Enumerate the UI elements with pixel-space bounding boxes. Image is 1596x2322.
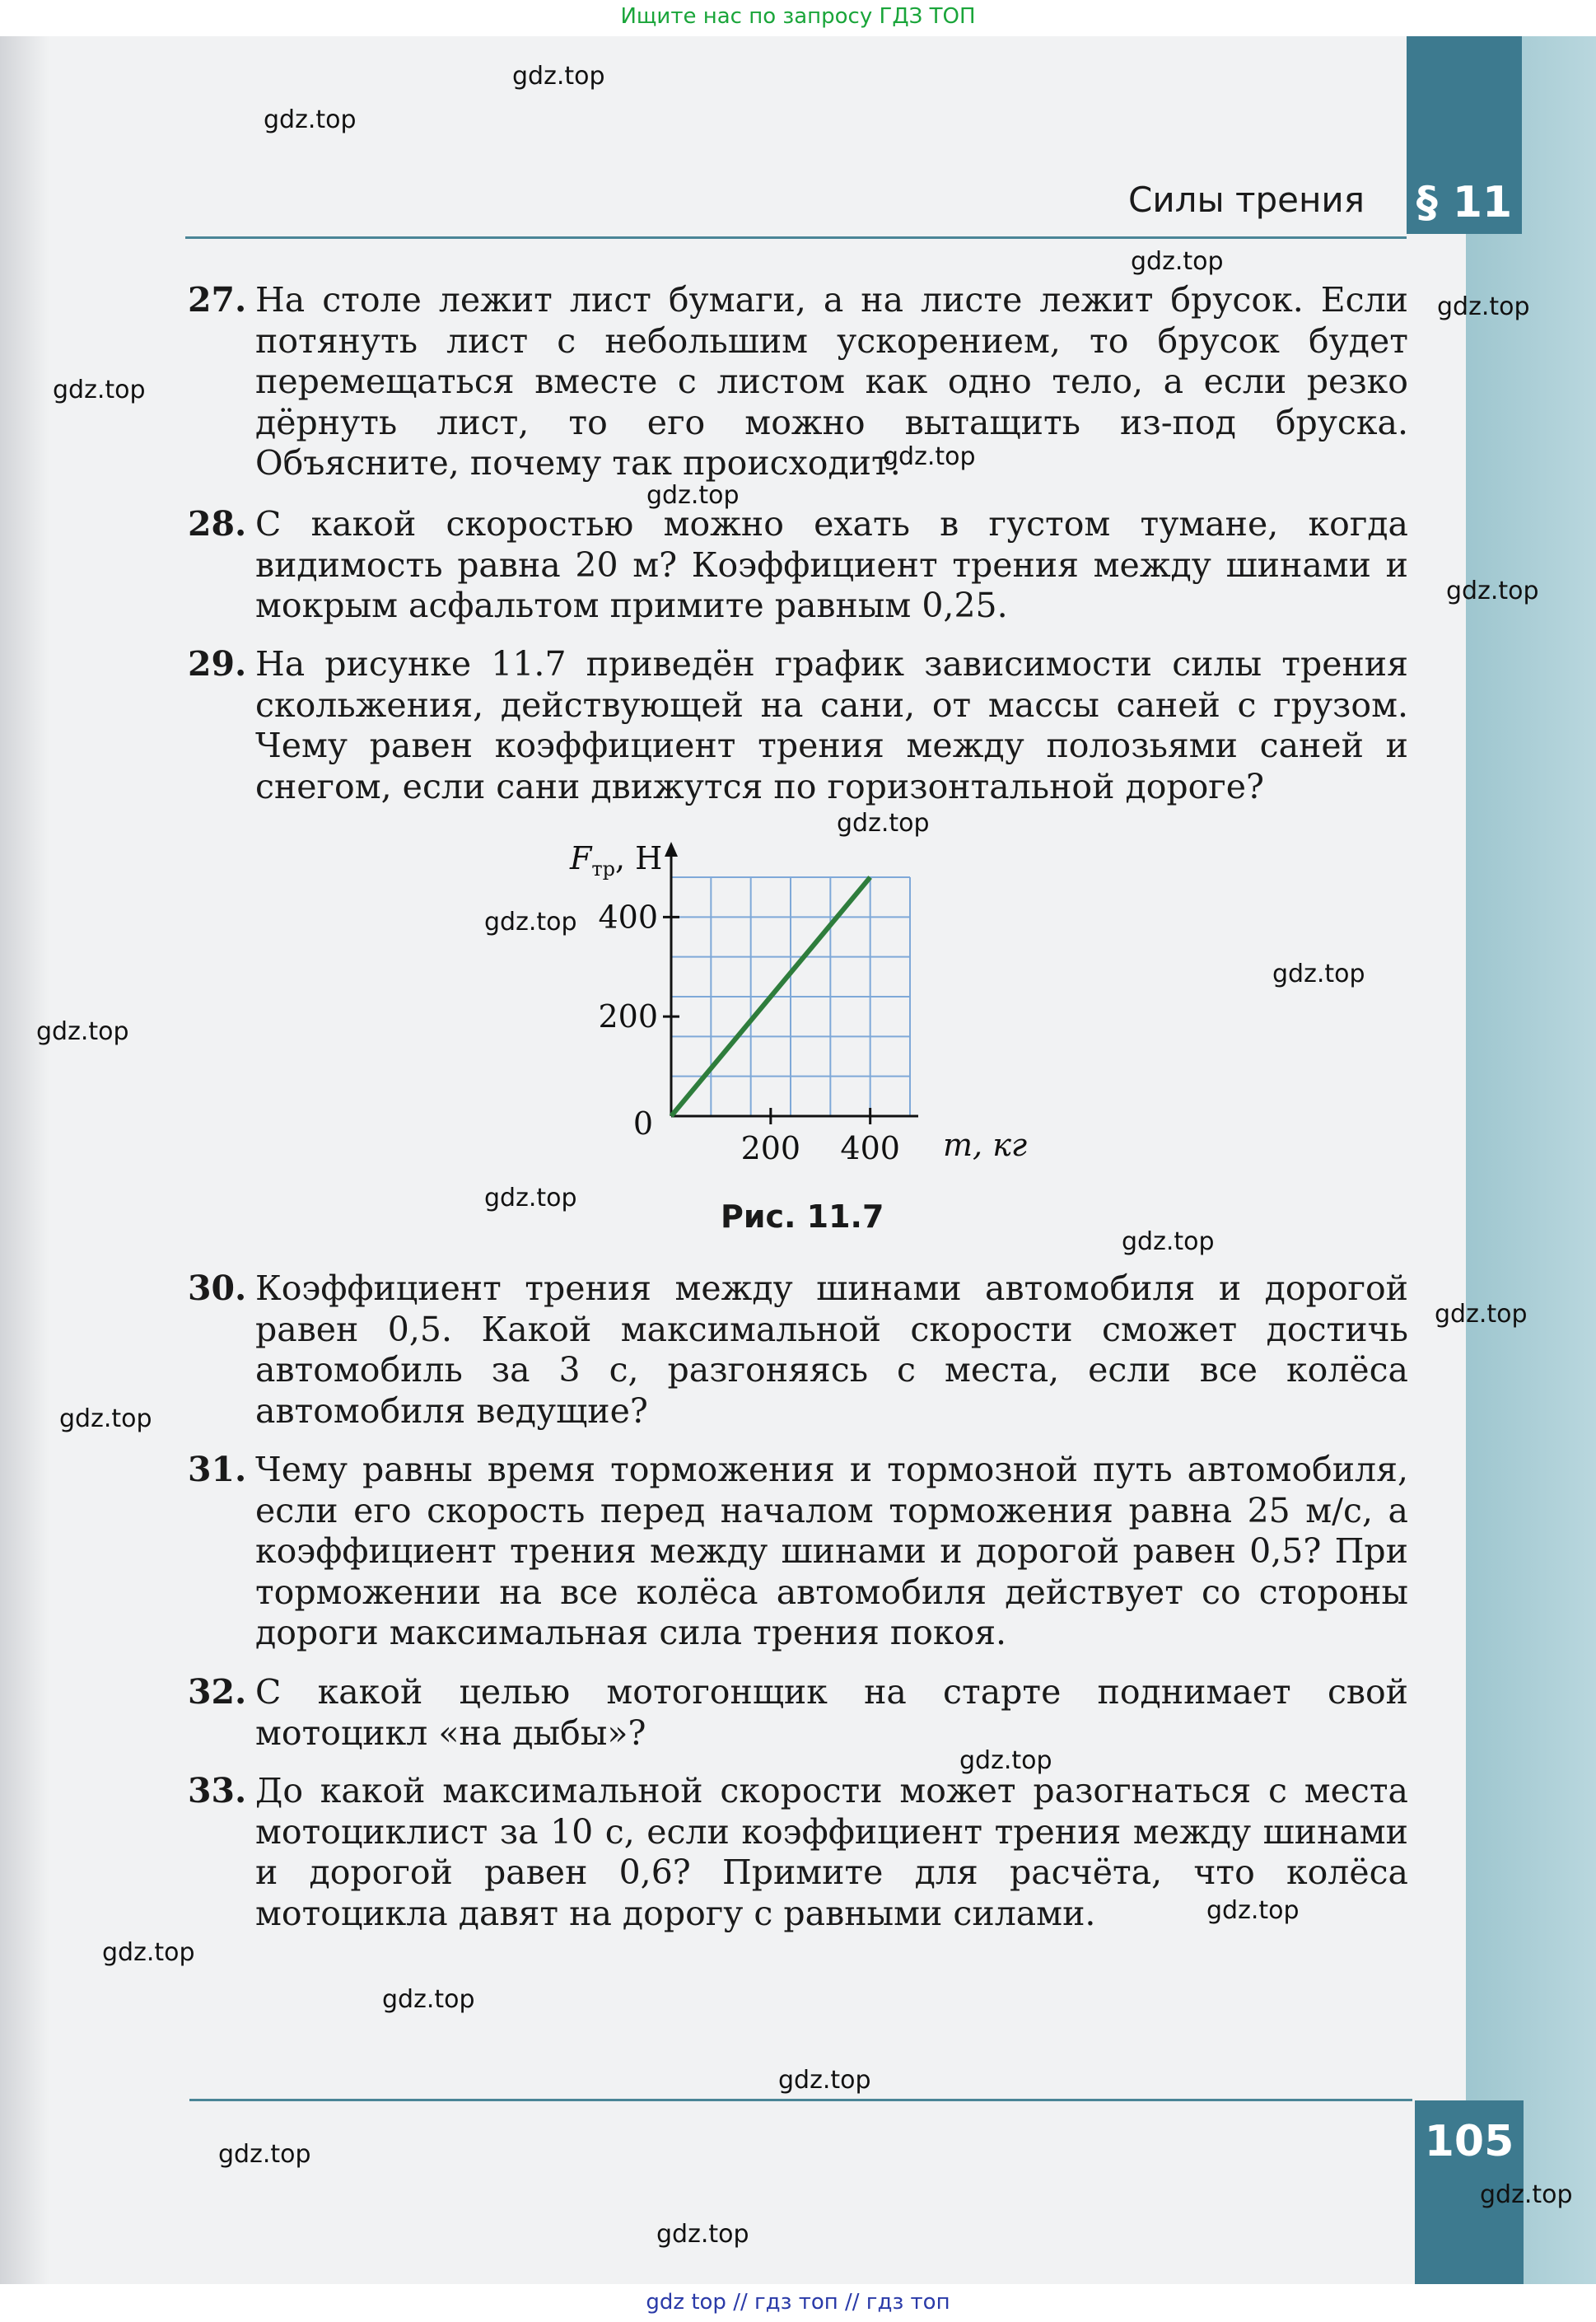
problem-text: Чему равны время торможения и тормозной путь автомобиля, если его скорость перед началом торможения равна 25 м/с, а коэффициент трения между шинами и дорогой равен 0,5? При торможении на все колёса автомобиля действует со стороны дороги максимальная сила трения покоя. — [255, 1450, 1408, 1652]
watermark: gdz.top — [656, 2220, 749, 2249]
problem-31 — [188, 1450, 1408, 1654]
problem-27 — [188, 280, 1408, 484]
page-number: 105 — [1415, 2100, 1524, 2285]
watermark: gdz.top — [53, 376, 146, 404]
watermark: gdz.top — [36, 1017, 129, 1046]
watermark: gdz.top — [512, 62, 605, 91]
section-tab — [1407, 36, 1522, 234]
section-number: § 11 — [1416, 178, 1513, 227]
origin-label: 0 — [632, 1105, 653, 1142]
problem-number: 32. — [188, 1672, 247, 1712]
x-tick-label: 400 — [840, 1130, 900, 1166]
bottom-banner[interactable]: gdz top // гдз топ // гдз топ — [0, 2284, 1596, 2322]
x-axis-label: m, кг — [943, 1127, 1028, 1163]
problem-number: 29. — [188, 644, 247, 684]
problem-text: На столе лежит лист бумаги, а на листе лежит брусок. Если потянуть лист с небольшим ускорением, то брусок будет перемещаться вместе с листом как одно тело, а если резко дёрнуть лист, то его можно вытащить из-под бруска. Объясните, почему так происходит. — [255, 280, 1408, 483]
problem-28 — [188, 504, 1408, 627]
watermark: gdz.top — [883, 442, 976, 471]
watermark: gdz.top — [1206, 1896, 1300, 1925]
problem-32 — [188, 1672, 1408, 1754]
watermark: gdz.top — [959, 1746, 1052, 1775]
watermark: gdz.top — [1272, 960, 1365, 988]
chart-axes — [569, 840, 1027, 1166]
page-header-title: Силы трения — [1128, 180, 1365, 220]
header-rule — [185, 236, 1407, 239]
watermark: gdz.top — [218, 2140, 311, 2169]
watermark: gdz.top — [484, 908, 577, 937]
problem-29 — [188, 644, 1408, 807]
watermark: gdz.top — [1122, 1227, 1215, 1256]
top-banner[interactable]: Ищите нас по запросу ГДЗ ТОП — [0, 0, 1596, 36]
chart-grid — [671, 877, 910, 1116]
watermark: gdz.top — [1480, 2180, 1573, 2209]
watermark: gdz.top — [1131, 247, 1224, 276]
y-axis-label: $F_{тр}$, Н — [570, 840, 663, 881]
problem-30 — [188, 1268, 1408, 1432]
watermark: gdz.top — [484, 1184, 577, 1212]
problem-number: 31. — [188, 1450, 247, 1489]
figure-11-7-chart — [527, 832, 1087, 1178]
watermark: gdz.top — [778, 2066, 871, 2095]
problem-number: 33. — [188, 1771, 247, 1810]
watermark: gdz.top — [646, 481, 740, 510]
page-gutter-shadow — [0, 36, 49, 2285]
footer-rule — [189, 2099, 1412, 2101]
page-edge-strip — [1466, 36, 1596, 2285]
problem-number: 30. — [188, 1268, 247, 1308]
problem-text: На рисунке 11.7 приведён график зависимости силы трения скольжения, действующей на сани, от массы саней с грузом. Чему равен коэффициент трения между полозьями саней и снегом, если сани движутся по горизонтальной дороге? — [255, 644, 1408, 806]
x-tick-label: 200 — [740, 1130, 801, 1166]
problem-text: До какой максимальной скорости может разогнаться с места мотоциклист за 10 с, если коэффициент трения между шинами и дорогой равен 0,6? Примите для расчёта, что колёса мотоцикла давят на дорогу с равными силами. — [255, 1771, 1408, 1933]
y-tick-label: 200 — [598, 998, 658, 1035]
watermark: gdz.top — [1446, 577, 1539, 605]
problem-number: 28. — [188, 504, 247, 544]
problem-number: 27. — [188, 280, 247, 320]
figure-caption: Рис. 11.7 — [721, 1198, 884, 1235]
watermark: gdz.top — [1435, 1300, 1528, 1329]
watermark: gdz.top — [1437, 292, 1530, 321]
y-tick-label: 400 — [598, 899, 658, 936]
watermark: gdz.top — [264, 105, 357, 134]
watermark: gdz.top — [837, 809, 930, 838]
problem-text: С какой целью мотогонщик на старте поднимает свой мотоцикл «на дыбы»? — [255, 1672, 1408, 1753]
y-axis-arrow — [665, 842, 678, 857]
watermark: gdz.top — [382, 1985, 475, 2014]
watermark: gdz.top — [59, 1404, 152, 1433]
watermark: gdz.top — [102, 1938, 195, 1967]
problem-text: С какой скоростью можно ехать в густом тумане, когда видимость равна 20 м? Коэффициент трения между шинами и мокрым асфальтом примите равным 0,25. — [255, 504, 1408, 625]
problem-text: Коэффициент трения между шинами автомобиля и дорогой равен 0,5. Какой максимальной скорости сможет достичь автомобиль за 3 с, разгоняясь с места, если все колёса автомобиля ведущие? — [255, 1268, 1408, 1431]
